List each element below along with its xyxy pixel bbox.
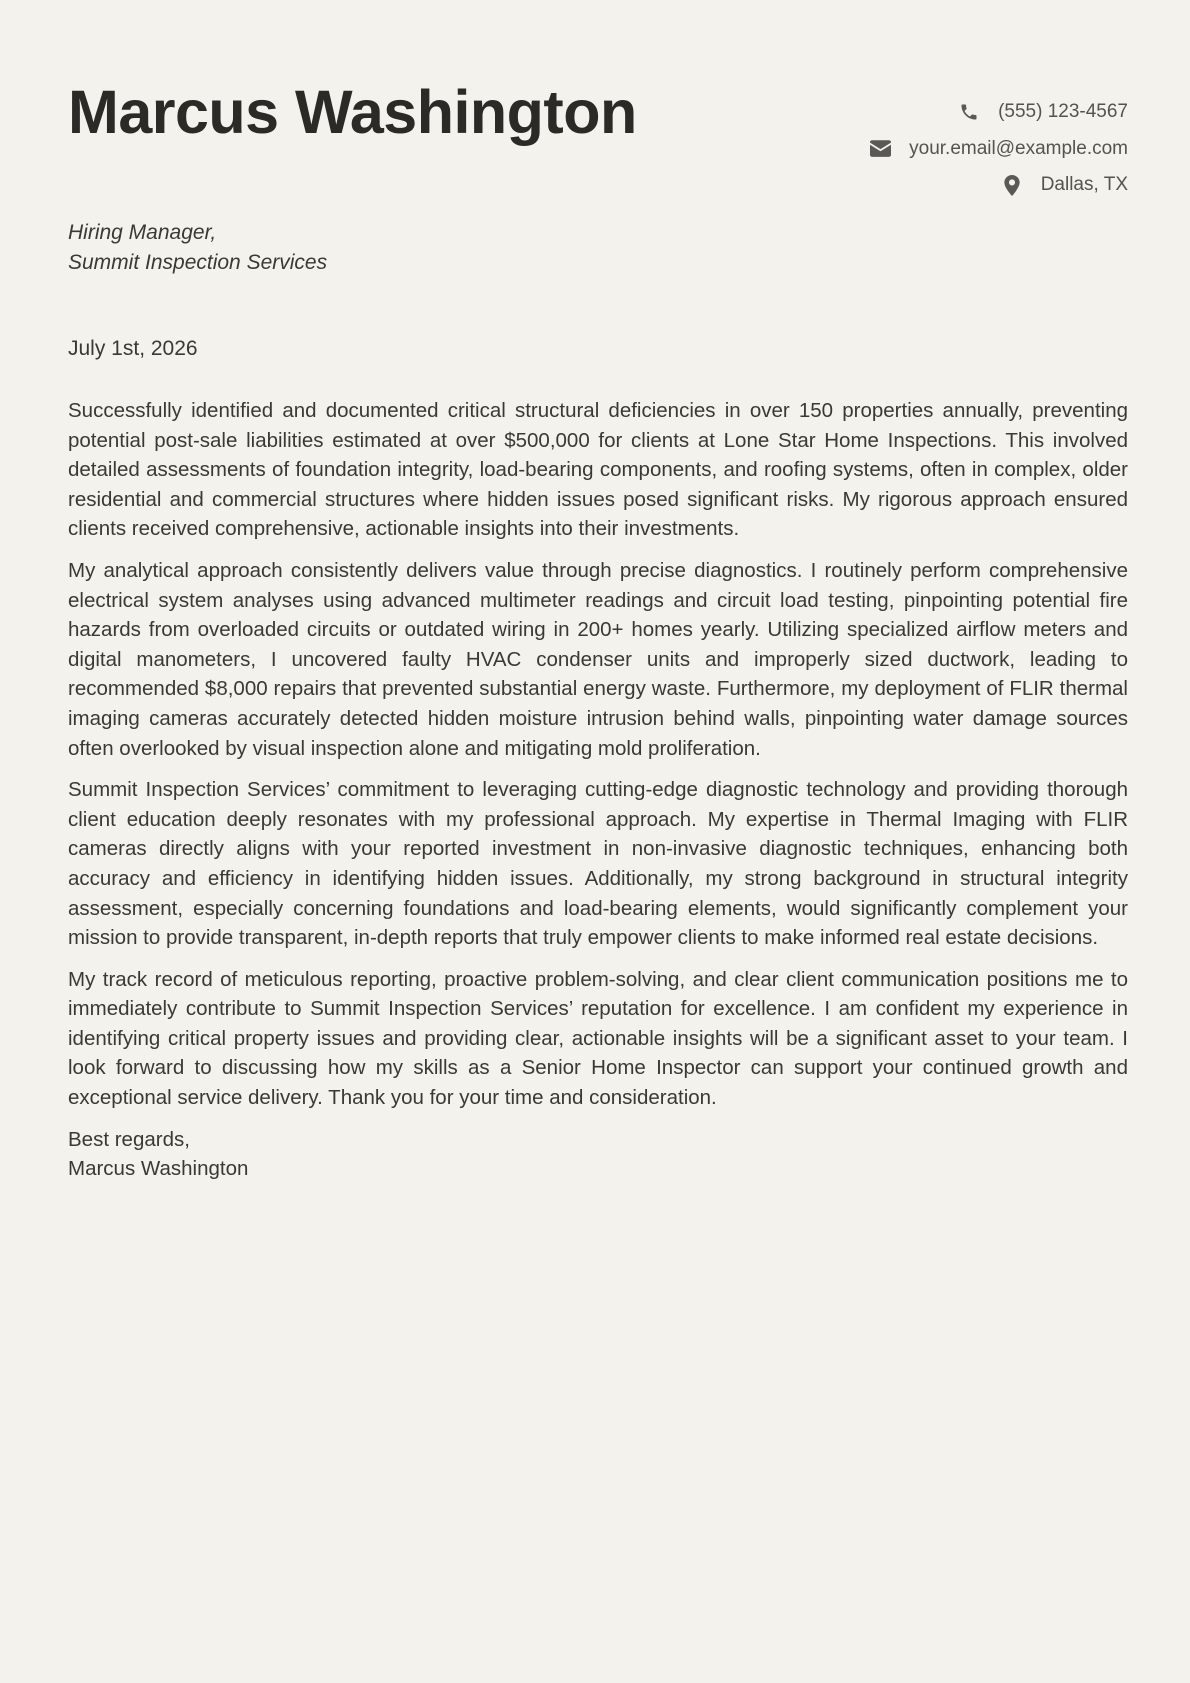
recipient-block [68, 218, 327, 278]
letter-date: July 1st, 2026 [68, 337, 198, 360]
phone-number: (555) 123-4567 [998, 101, 1128, 123]
body-paragraph: Successfully identified and documented critical structural deficiencies in over 150 properties annually, preventing potential post-sale liabilities estimated at over $500,000 for clients at Lone Star Home Inspections. This involved detailed assessments of foundation integrity, load-bearing components, and roofing systems, often in complex, older residential and commercial structures where hidden issues posed significant risks. My rigorous approach ensured clients received comprehensive, actionable insights into their investments. [68, 399, 1128, 541]
letter-closing [68, 1125, 1128, 1184]
location-text: Dallas, TX [1040, 174, 1128, 196]
closing-salutation: Best regards, [68, 1127, 190, 1151]
email-address: your.email@example.com [909, 137, 1128, 159]
phone-icon [958, 101, 980, 123]
contact-phone [869, 94, 1128, 131]
applicant-name: Marcus Washington [68, 78, 637, 146]
letter-body [68, 396, 1128, 1184]
body-paragraph: My track record of meticulous reporting, proactive problem-solving, and clear client communication positions me to immediately contribute to Summit Inspection Services’ reputation for excellence. I am confident my experience in identifying critical property issues and providing clear, actionable insights will be a significant asset to your team. I look forward to discussing how my skills as a Senior Home Inspector can support your continued growth and exceptional service delivery. Thank you for your time and consideration. [68, 967, 1128, 1110]
envelope-icon [869, 138, 891, 160]
recipient-title: Hiring Manager, [68, 221, 217, 244]
letter-header [68, 0, 1128, 205]
contact-location [869, 167, 1128, 204]
body-paragraph: Summit Inspection Services’ commitment to leveraging cutting-edge diagnostic technology and providing thorough client education deeply resonates with my professional approach. My expertise in Thermal Imaging with FLIR cameras directly aligns with your reported investment in non-invasive diagnostic techniques, enhancing both accuracy and efficiency in identifying hidden issues. Additionally, my strong background in structural integrity assessment, especially concerning foundations and load-bearing elements, would significantly complement your mission to provide transparent, in-depth reports that truly empower clients to make informed real estate decisions. [68, 778, 1128, 950]
recipient-company: Summit Inspection Services [68, 251, 328, 274]
map-pin-icon [1001, 174, 1023, 196]
cover-letter-page [68, 0, 1128, 1181]
contact-info [869, 94, 1128, 204]
closing-signature: Marcus Washington [68, 1157, 249, 1181]
contact-email [869, 131, 1128, 168]
body-paragraph: My analytical approach consistently delivers value through precise diagnostics. I routinely perform comprehensive electrical system analyses using advanced multimeter readings and circuit load testing, pinpointing potential fire hazards from overloaded circuits or outdated wiring in 200+ homes yearly. Utilizing specialized airflow meters and digital manometers, I uncovered faulty HVAC condenser units and improperly sized ductwork, leading to recommended $8,000 repairs that prevented substantial energy waste. Furthermore, my deployment of FLIR thermal imaging cameras accurately detected hidden moisture intrusion behind walls, pinpointing water damage sources often overlooked by visual inspection alone and mitigating mold proliferation. [68, 558, 1128, 760]
